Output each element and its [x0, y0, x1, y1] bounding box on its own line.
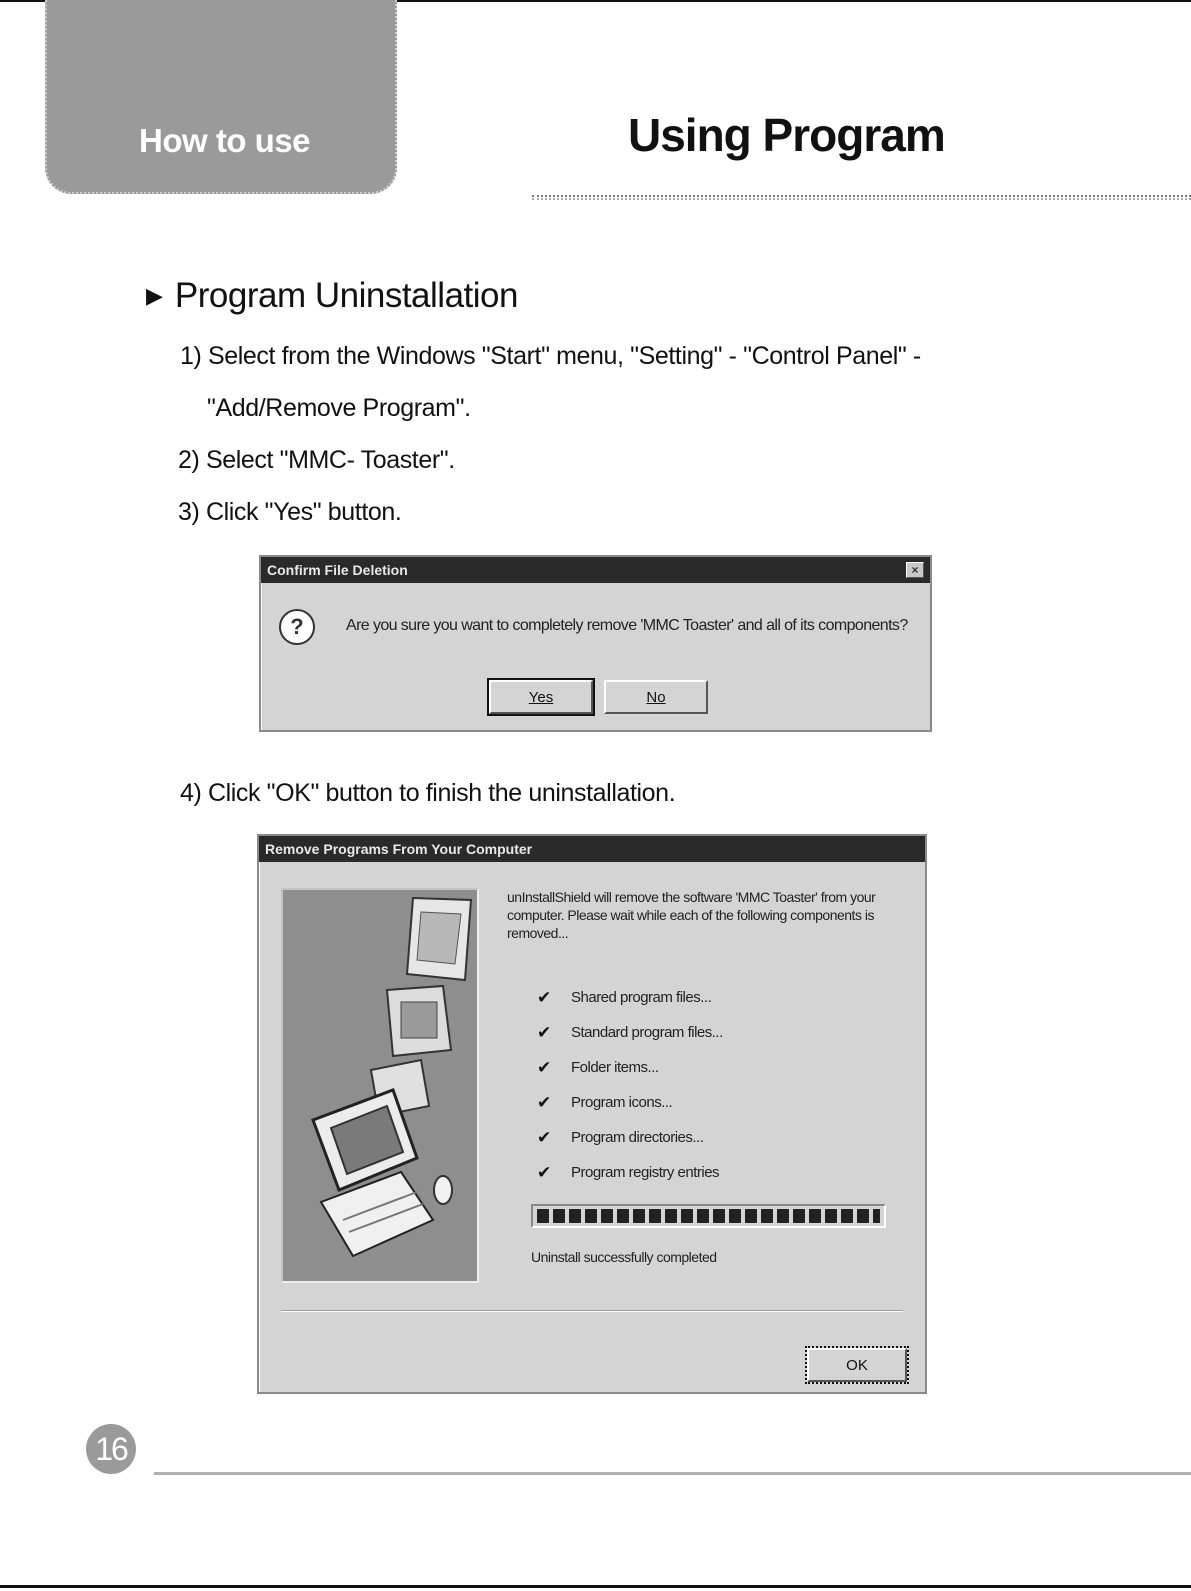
checkmark-icon: ✔: [537, 1092, 551, 1112]
triangle-bullet-icon: ▶: [146, 283, 163, 308]
dialog-separator: [281, 1310, 903, 1312]
progress-fill: [537, 1209, 880, 1223]
title-dotted-rule: [532, 195, 1191, 200]
section-heading-text: Program Uninstallation: [174, 276, 518, 315]
checkmark-icon: ✔: [537, 1057, 551, 1077]
yes-button-label: Yes: [528, 688, 554, 706]
ok-button-label: OK: [846, 1356, 868, 1374]
no-button[interactable]: [604, 680, 708, 714]
list-item: [537, 980, 723, 1015]
confirm-file-deletion-dialog: [259, 555, 932, 732]
list-item-label: Program icons...: [571, 1094, 673, 1111]
ok-button[interactable]: [807, 1348, 907, 1382]
list-item: [537, 1120, 723, 1155]
uninstall-status: Uninstall successfully completed: [531, 1249, 717, 1265]
remove-programs-dialog: [257, 834, 927, 1394]
close-icon[interactable]: ×: [906, 562, 924, 578]
step-1-continued: "Add/Remove Program".: [207, 394, 471, 422]
question-icon: ?: [279, 609, 315, 645]
footer-rule: [154, 1472, 1191, 1475]
uninstall-progress-bar: [531, 1204, 886, 1228]
list-item: [537, 1015, 723, 1050]
checkmark-icon: ✔: [537, 1162, 551, 1182]
page-number-badge: 16: [86, 1424, 136, 1474]
section-tab-label: How to use: [139, 122, 311, 159]
step-2: 2) Select "MMC- Toaster".: [178, 446, 455, 474]
yes-button[interactable]: [489, 680, 593, 714]
confirm-dialog-title: Confirm File Deletion: [267, 562, 408, 578]
list-item: [537, 1085, 723, 1120]
checkmark-icon: ✔: [537, 987, 551, 1007]
list-item-label: Shared program files...: [571, 989, 712, 1006]
no-button-label: No: [646, 688, 666, 706]
remove-dialog-titlebar: [259, 836, 925, 862]
computer-illustration-art: [283, 890, 479, 1283]
page-bottom-rule: [0, 1585, 1191, 1588]
list-item: [537, 1155, 723, 1190]
list-item: [537, 1050, 723, 1085]
page-title: Using Program: [628, 109, 945, 161]
list-item-label: Program registry entries: [571, 1164, 720, 1181]
step-4: 4) Click "OK" button to finish the uninstallation.: [180, 779, 676, 807]
checkmark-icon: ✔: [537, 1127, 551, 1147]
confirm-dialog-titlebar: [261, 557, 930, 583]
list-item-label: Standard program files...: [571, 1024, 723, 1041]
computer-illustration: [281, 888, 479, 1283]
confirm-message: Are you sure you want to completely remove 'MMC Toaster' and all of its components?: [346, 617, 908, 634]
remove-dialog-title: Remove Programs From Your Computer: [265, 841, 533, 857]
list-item-label: Program directories...: [571, 1129, 704, 1146]
section-tab: [45, 0, 397, 194]
checkmark-icon: ✔: [537, 1022, 551, 1042]
component-checklist: [537, 980, 723, 1190]
list-item-label: Folder items...: [571, 1059, 659, 1076]
step-3: 3) Click "Yes" button.: [178, 498, 402, 526]
section-heading: [146, 276, 518, 316]
uninstall-intro-text: unInstallShield will remove the software 'MMC Toaster' from your computer. Please wait while each of the following components is removed...: [507, 889, 876, 941]
step-1: 1) Select from the Windows "Start" menu, "Setting" - "Control Panel" -: [180, 342, 921, 370]
